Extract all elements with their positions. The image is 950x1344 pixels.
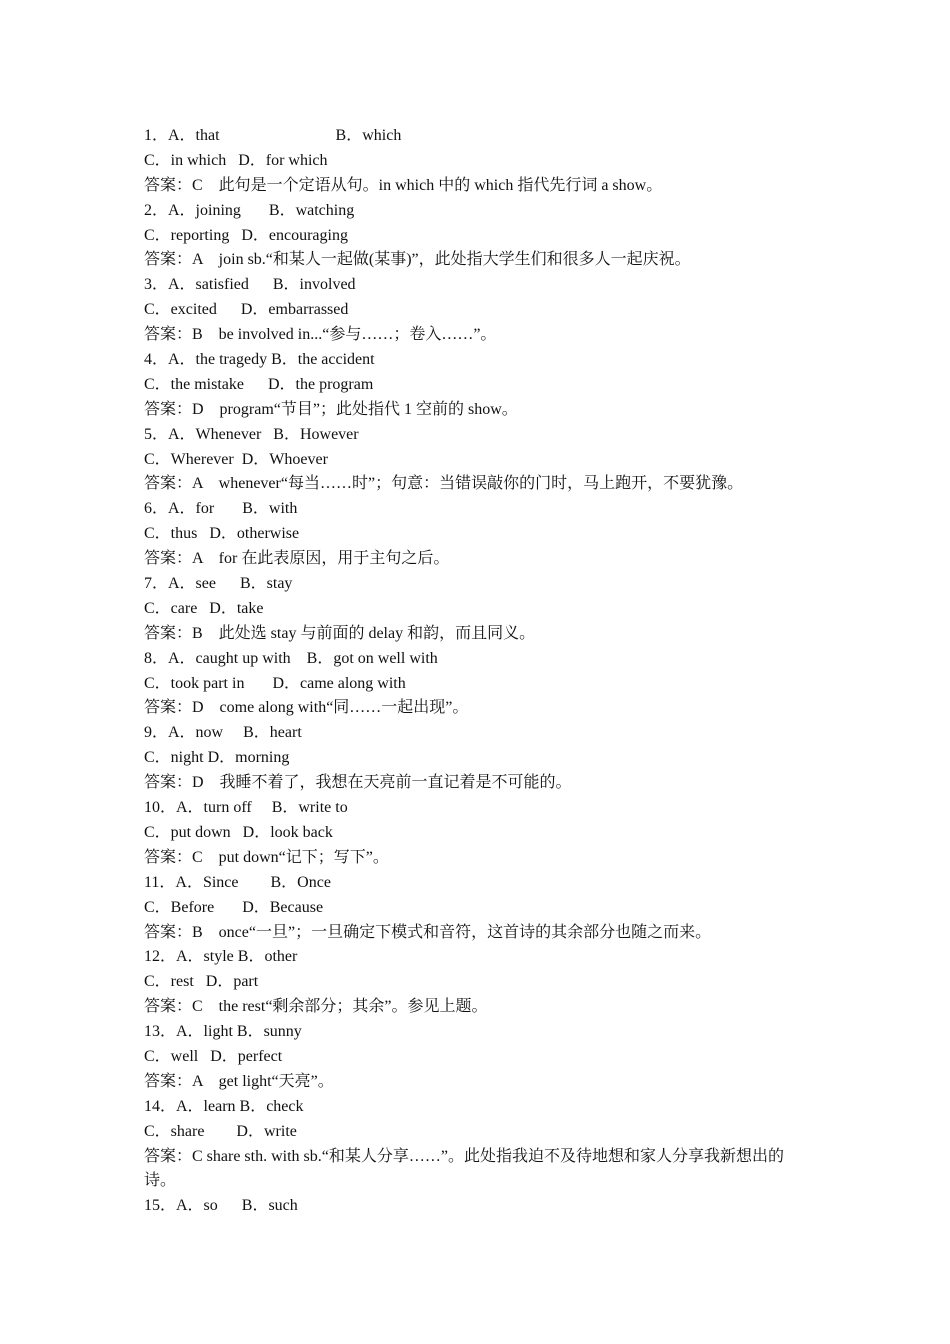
- q10-answer: 答案：C put down“记下；写下”。: [144, 848, 389, 866]
- q3-answer: 答案：B be involved in...“参与……；卷入……”。: [144, 326, 497, 344]
- q9-options-cd: C．night D．morning: [144, 749, 290, 767]
- q8-answer: 答案：D come along with“同……一起出现”。: [144, 699, 469, 717]
- q6-answer: 答案：A for 在此表原因，用于主句之后。: [144, 550, 450, 568]
- q9-options-ab: 9．A．now B．heart: [144, 724, 302, 742]
- q3-options-ab: 3．A．satisfied B．involved: [144, 276, 356, 294]
- q10-options-cd: C．put down D．look back: [144, 823, 333, 841]
- q2-options-ab: 2．A．joining B．watching: [144, 201, 355, 219]
- q9-answer: 答案：D 我睡不着了，我想在天亮前一直记着是不可能的。: [144, 774, 572, 792]
- q7-options-cd: C．care D．take: [144, 599, 264, 617]
- q6-options-ab: 6．A．for B．with: [144, 500, 298, 518]
- q12-options-cd: C．rest D．part: [144, 973, 259, 991]
- q5-answer: 答案：A whenever“每当……时”；句意：当错误敲你的门时，马上跑开，不要犹豫。: [144, 475, 744, 493]
- q14-answer: 答案：C share sth. with sb.“和某人分享……”。此处指我迫不及待地想和家人分享我新想出的诗。: [144, 1147, 784, 1190]
- q14-options-cd: C．share D．write: [144, 1122, 297, 1140]
- q4-options-cd: C．the mistake D．the program: [144, 375, 374, 393]
- q7-options-ab: 7．A．see B．stay: [144, 575, 293, 593]
- q8-options-cd: C．took part in D．came along with: [144, 674, 406, 692]
- q13-answer: 答案：A get light“天亮”。: [144, 1072, 334, 1090]
- q1-answer: 答案：C 此句是一个定语从句。in which 中的 which 指代先行词 a show。: [144, 176, 663, 194]
- q12-options-ab: 12．A．style B．other: [144, 948, 298, 966]
- q4-options-ab: 4．A．the tragedy B．the accident: [144, 351, 375, 369]
- q11-options-cd: C．Before D．Because: [144, 898, 324, 916]
- q4-answer: 答案：D program“节目”；此处指代 1 空前的 show。: [144, 400, 518, 418]
- q3-options-cd: C．excited D．embarrassed: [144, 301, 349, 319]
- q11-options-ab: 11．A．Since B．Once: [144, 873, 331, 891]
- q12-answer: 答案：C the rest“剩余部分；其余”。参见上题。: [144, 998, 488, 1016]
- q5-options-cd: C．Wherever D．Whoever: [144, 450, 328, 468]
- q1-options-ab: 1．A．that B．which: [144, 127, 402, 144]
- q2-answer: 答案：A join sb.“和某人一起做(某事)”，此处指大学生们和很多人一起庆祝。: [144, 251, 691, 269]
- q6-options-cd: C．thus D．otherwise: [144, 525, 300, 543]
- q1-options-cd: C．in which D．for which: [144, 151, 328, 169]
- q13-options-cd: C．well D．perfect: [144, 1047, 283, 1065]
- q10-options-ab: 10．A．turn off B．write to: [144, 799, 348, 817]
- q14-options-ab: 14．A．learn B．check: [144, 1097, 304, 1115]
- answer-list: [144, 124, 812, 1219]
- q7-answer: 答案：B 此处选 stay 与前面的 delay 和韵，而且同义。: [144, 624, 536, 642]
- q15-options-ab: 15．A．so B．such: [144, 1197, 298, 1215]
- q8-options-ab: 8．A．caught up with B．got on well with: [144, 649, 438, 667]
- q5-options-ab: 5．A．Whenever B．However: [144, 425, 359, 443]
- q13-options-ab: 13．A．light B．sunny: [144, 1023, 302, 1041]
- q2-options-cd: C．reporting D．encouraging: [144, 226, 348, 244]
- q11-answer: 答案：B once“一旦”；一旦确定下模式和音符，这首诗的其余部分也随之而来。: [144, 923, 712, 941]
